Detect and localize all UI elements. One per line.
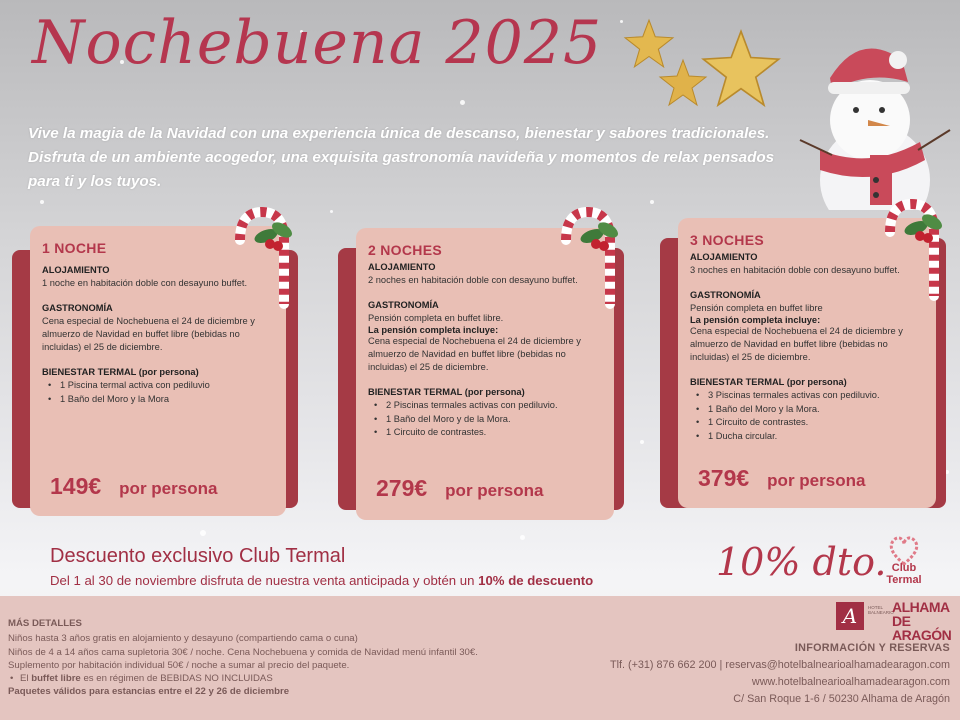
card-heading: 3 NOCHES xyxy=(690,232,764,248)
discount-badge: 10% dto. xyxy=(716,540,887,584)
alojamiento-label: ALOJAMIENTO xyxy=(368,262,436,272)
discount-title: Descuento exclusivo Club Termal xyxy=(50,545,346,567)
club-termal-label: Club Termal xyxy=(886,562,922,586)
hotel-logo-small: HOTEL BALNEARIO xyxy=(868,605,894,615)
list-item: • 1 Ducha circular. xyxy=(690,430,924,444)
bienestar-list xyxy=(42,379,274,406)
discount-text: Del 1 al 30 de noviembre disfruta de nuestra venta anticipada y obtén un 10% de descuento xyxy=(50,573,594,588)
gold-star-icon xyxy=(657,58,709,108)
bienestar-label: BIENESTAR TERMAL (por persona) xyxy=(368,387,525,397)
list-item: • 1 Baño del Moro y la Mora xyxy=(42,393,274,407)
details-line: Suplemento por habitación individual 50€ / noche a sumar al precio del paquete. xyxy=(8,659,350,671)
alojamiento-label: ALOJAMIENTO xyxy=(42,265,110,275)
bienestar-label: BIENESTAR TERMAL (por persona) xyxy=(690,377,847,387)
bienestar-list xyxy=(690,389,924,443)
info-title: INFORMACIÓN Y RESERVAS xyxy=(794,642,950,654)
gastronomia-text: Pensión completa en buffet libre xyxy=(690,303,823,313)
details-line: Niños hasta 3 años gratis en alojamiento y desayuno (compartiendo cama o cuna) xyxy=(8,633,358,645)
hotel-logo-mark: A xyxy=(836,602,864,630)
alojamiento-text: 1 noche en habitación doble con desayuno buffet. xyxy=(42,278,248,288)
price-unit: por persona xyxy=(445,481,544,500)
gastronomia-label: GASTRONOMÍA xyxy=(690,290,761,300)
card-heading: 2 NOCHES xyxy=(368,242,442,258)
price: 149€ xyxy=(50,473,102,499)
includes-label: La pensión completa incluye: xyxy=(690,315,821,325)
details-line: Niños de 4 a 14 años cama supletoria 30€ / noche. Cena Nochebuena y comida de Navidad menú infantil 30€. xyxy=(8,646,478,658)
price-unit: por persona xyxy=(767,471,866,490)
contact-block xyxy=(610,640,950,708)
candy-cane-icon xyxy=(548,200,622,310)
list-item: • 3 Piscinas termales activas con pediluvio. xyxy=(690,389,924,403)
list-item: • 1 Circuito de contrastes. xyxy=(368,426,602,440)
list-item: • 1 Circuito de contrastes. xyxy=(690,416,924,430)
list-item: • 1 Baño del Moro y de la Mora. xyxy=(368,413,602,427)
list-item: • 1 Piscina termal activa con pediluvio xyxy=(42,379,274,393)
contact-phone-email[interactable]: Tlf. (+31) 876 662 200 | reservas@hotelbalnearioalhamadearagon.com xyxy=(610,659,950,671)
gastronomia-text: Cena especial de Nochebuena el 24 de diciembre y almuerzo de Navidad en buffet libre (bebidas no incluidas) el 25 de diciembre. xyxy=(42,316,255,352)
card-heading: 1 NOCHE xyxy=(42,240,107,256)
address: C/ San Roque 1-6 / 50230 Alhama de Aragón xyxy=(733,693,950,705)
snowman-icon xyxy=(790,30,960,210)
price: 379€ xyxy=(698,465,750,491)
details-validity: Paquetes válidos para estancias entre el 22 y 26 de diciembre xyxy=(8,686,290,698)
includes-label: La pensión completa incluye: xyxy=(368,325,499,335)
price: 279€ xyxy=(376,475,428,501)
list-item: • 2 Piscinas termales activas con pediluvio. xyxy=(368,399,602,413)
intro-text: Vive la magia de la Navidad con una experiencia única de descanso, bienestar y sabores tradicionales. Disfruta de un ambiente acogedor, una exquisita gastronomía navideña y momentos de relax pensados para ti y los tuyos. xyxy=(28,125,775,190)
website-link[interactable]: www.hotelbalnearioalhamadearagon.com xyxy=(751,676,950,688)
details-bullet: • El buffet libre es en régimen de BEBIDAS NO INCLUIDAS xyxy=(8,672,478,685)
bienestar-list xyxy=(368,399,602,440)
alojamiento-text: 2 noches en habitación doble con desayuno buffet. xyxy=(368,275,578,285)
page-title: Nochebuena 2025 xyxy=(32,8,603,78)
alojamiento-label: ALOJAMIENTO xyxy=(690,252,758,262)
includes-text: Cena especial de Nochebuena el 24 de diciembre y almuerzo de Navidad en buffet libre (bebidas no incluidas) el 25 de diciembre. xyxy=(690,326,903,362)
alojamiento-text: 3 noches en habitación doble con desayuno buffet. xyxy=(690,265,900,275)
candy-cane-icon xyxy=(222,200,296,310)
gastronomia-label: GASTRONOMÍA xyxy=(42,303,113,313)
includes-text: Cena especial de Nochebuena el 24 de diciembre y almuerzo de Navidad en buffet libre (bebidas no incluidas) el 25 de diciembre. xyxy=(368,336,581,372)
footer xyxy=(0,596,960,720)
hotel-logo-name: ALHAMA DE ARAGÓN xyxy=(892,599,952,643)
price-unit: por persona xyxy=(119,479,218,498)
details-block xyxy=(8,617,478,699)
gastronomia-text: Pensión completa en buffet libre. xyxy=(368,313,504,323)
details-title: MÁS DETALLES xyxy=(8,618,82,629)
candy-cane-icon xyxy=(872,192,946,302)
list-item: • 1 Baño del Moro y la Mora. xyxy=(690,403,924,417)
gold-star-icon xyxy=(698,28,784,110)
bienestar-label: BIENESTAR TERMAL (por persona) xyxy=(42,367,199,377)
gastronomia-label: GASTRONOMÍA xyxy=(368,300,439,310)
